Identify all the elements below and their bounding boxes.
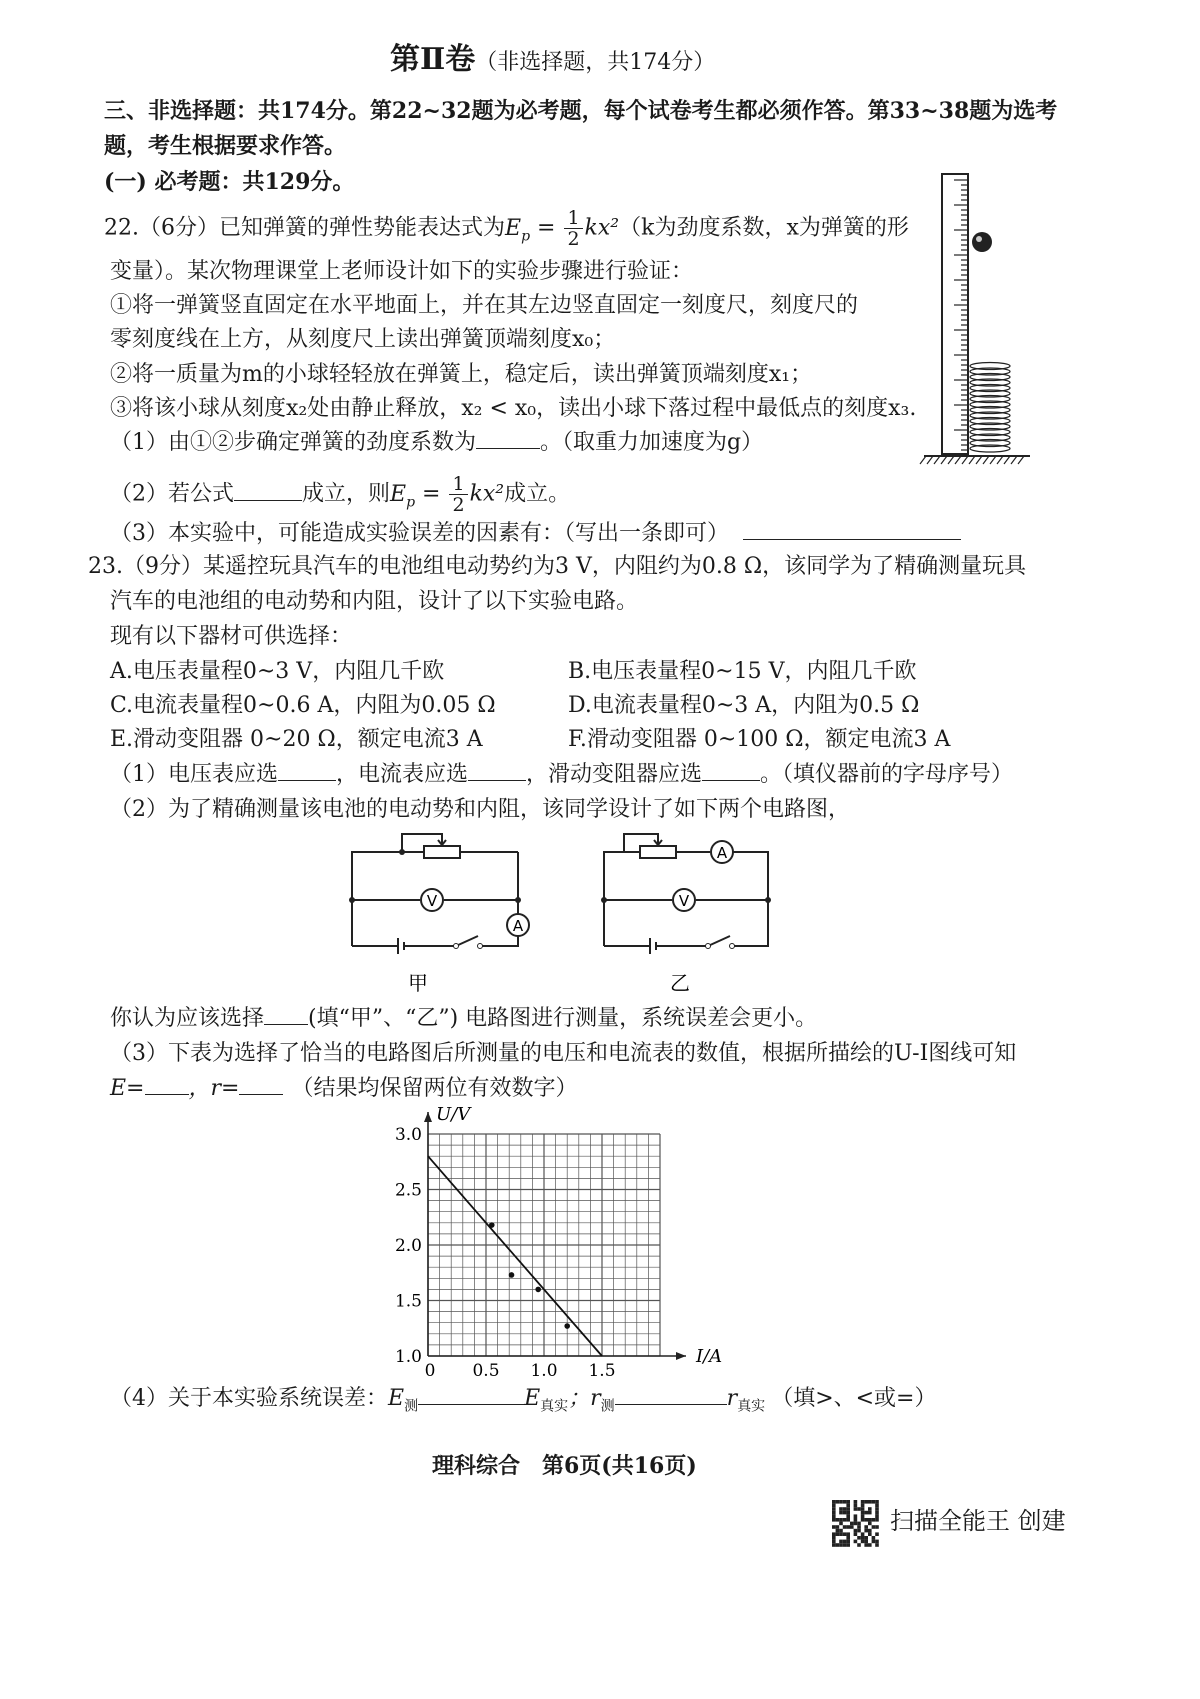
q22-sub3: [110, 519, 961, 549]
x-tick-label: 1.0: [530, 1361, 558, 1381]
part-heading: (一) 必考题：共129分。: [104, 169, 355, 195]
page-footer: 理科综合 第6页(共16页): [432, 1453, 697, 1479]
spring-ruler-figure: [918, 170, 1038, 470]
q22-sub1-blank[interactable]: [476, 428, 540, 449]
rheostat-icon: [640, 846, 676, 858]
ui-chart: [380, 1100, 740, 1390]
q23-r-blank[interactable]: [239, 1074, 283, 1095]
instructions-line-1: 三、非选择题：共174分。第22~32题为必考题，每个试卷考生都必须作答。第33~38题为选考: [104, 98, 1058, 124]
q23-sub3: （3）下表为选择了恰当的电路图后所测量的电压和电流表的数值，根据所描绘的U-I图线可知: [110, 1041, 1017, 1066]
q22-step1-a: ①将一弹簧竖直固定在水平地面上，并在其左边竖直固定一刻度尺，刻度尺的: [110, 293, 859, 318]
circuit-jia: [340, 828, 540, 1003]
q22-step1-b: 零刻度线在上方，从刻度尺上读出弹簧顶端刻度x₀；: [110, 327, 616, 352]
y-tick-label: 3.0: [394, 1125, 422, 1145]
meter-a-label: A: [512, 917, 524, 935]
q23-sub2: （2）为了精确测量该电池的电动势和内阻，该同学设计了如下两个电路图，: [110, 797, 850, 822]
equip-e: E.滑动变阻器 0~20 Ω，额定电流3 A: [110, 727, 483, 752]
formula-ep-2: $E_p$: [390, 481, 416, 510]
y-tick-label: 2.5: [394, 1180, 422, 1201]
q22-step2: ②将一质量为m的小球轻轻放在弹簧上，稳定后，读出弹簧顶端刻度x₁；: [110, 362, 813, 387]
circuit-jia-label: 甲: [408, 971, 428, 995]
data-point: [509, 1272, 515, 1278]
q23-emf-blank[interactable]: [145, 1074, 189, 1095]
q23-sub3-answers: E= ，r= （结果均保留两位有效数字）: [110, 1076, 578, 1101]
q22-sub2-end: 成立。: [504, 481, 571, 507]
y-tick-label: 2.0: [394, 1236, 422, 1256]
equip-c: C.电流表量程0~0.6 A，内阻为0.05 Ω: [110, 693, 496, 718]
ground-hatch: [920, 456, 1024, 464]
equip-b: B.电压表量程0~15 V，内阻几千欧: [568, 659, 917, 684]
chart-grid: [428, 1134, 660, 1356]
x-tick-label: 1.5: [588, 1361, 616, 1381]
meter-v-label: V: [678, 892, 690, 910]
rheostat-icon: [424, 846, 460, 858]
q23-intro-b: 汽车的电池组的电动势和内阻，设计了以下实验电路。: [110, 589, 639, 614]
q23-choose-blank[interactable]: [264, 1004, 308, 1025]
q22-intro-b: （k为劲度系数，x为弹簧的形: [619, 215, 909, 241]
q22-sub3-text: （3）本实验中，可能造成实验误差的因素有：（写出一条即可）: [110, 521, 729, 546]
section-subtitle: （非选择题，共174分）: [475, 50, 716, 75]
watermark-text: 扫描全能王 创建: [890, 1507, 1066, 1535]
formula-fraction: $\frac{1}{2}$: [564, 208, 582, 249]
q22-sub2-mid: 成立，则: [302, 481, 391, 507]
switch-icon: [708, 936, 730, 946]
section-title: [390, 40, 715, 83]
q23-ammeter-blank[interactable]: [468, 760, 526, 781]
instructions-line-2: 题，考生根据要求作答。: [104, 133, 347, 159]
q22-sub3-blank[interactable]: [743, 519, 961, 540]
x-axis-arrow-icon: [676, 1352, 686, 1360]
data-point: [489, 1222, 495, 1228]
q23-choose: 你认为应该选择 (填“甲”、“乙”) 电路图进行测量，系统误差会更小。: [110, 1006, 818, 1031]
y-axis-arrow-icon: [424, 1112, 432, 1122]
formula-fraction-2: $\frac{1}{2}$: [449, 474, 467, 515]
circuit-yi: [592, 828, 792, 1003]
formula-eq: =: [530, 215, 563, 241]
x-axis-label: I/A: [696, 1346, 723, 1367]
equip-d: D.电流表量程0~3 A，内阻为0.5 Ω: [568, 693, 920, 718]
q22-sub1-text: （1）由①②步确定弹簧的劲度系数为: [110, 430, 476, 455]
y-tick-label: 1.0: [394, 1347, 422, 1367]
q22-intro: [104, 208, 909, 251]
formula-ep: $E_p$: [505, 215, 531, 244]
q23-rheostat-blank[interactable]: [702, 760, 760, 781]
ruler: [942, 174, 968, 454]
data-point: [564, 1323, 570, 1329]
y-axis-label: U/V: [436, 1104, 471, 1125]
q22-sub2-blank[interactable]: [234, 480, 302, 501]
switch-icon: [456, 936, 478, 946]
q23-r-compare-blank[interactable]: [615, 1384, 727, 1405]
q23-e-compare-blank[interactable]: [418, 1384, 524, 1405]
x-tick-label: 0.5: [472, 1361, 500, 1381]
qr-code-icon: [830, 1498, 880, 1548]
q23-intro-a: 23.（9分）某遥控玩具汽车的电池组电动势约为3 V，内阻约为0.8 Ω，该同学为了精确测量玩具: [88, 554, 1027, 579]
q23-sub4: （4）关于本实验系统误差：$E_测$ $E_{真实}$；$r_测$ $r_{真实}$ （填>、<或=）: [110, 1386, 937, 1415]
q22-intro-a: 22.（6分）已知弹簧的弹性势能表达式为: [104, 215, 505, 241]
x-tick-label: 0: [424, 1361, 436, 1381]
equip-a: A.电压表量程0~3 V，内阻几千欧: [110, 659, 445, 684]
q22-sub2-text: （2）若公式: [110, 481, 234, 507]
q22-sub2: （2）若公式 成立，则$E_p$ = $\frac{1}{2}$ kx²成立。: [110, 473, 571, 516]
formula-rhs-2: kx²: [469, 481, 505, 507]
formula-rhs: kx²: [584, 215, 620, 241]
data-point: [535, 1287, 541, 1293]
equip-f: F.滑动变阻器 0~100 Ω，额定电流3 A: [568, 727, 951, 752]
meter-v-label: V: [426, 892, 438, 910]
y-tick-label: 1.5: [394, 1291, 422, 1312]
q22-intro-c: 变量）。某次物理课堂上老师设计如下的实验步骤进行验证：: [110, 259, 694, 284]
section-title-main: 第Ⅱ卷: [390, 42, 476, 77]
meter-a-label: A: [716, 844, 728, 862]
q22-sub1-end: 。（取重力加速度为g）: [540, 430, 764, 455]
q22-sub1: [110, 428, 763, 458]
spring-icon: [970, 363, 1010, 453]
circuit-yi-label: 乙: [670, 971, 690, 995]
q23-sub1: （1）电压表应选 ，电流表应选 ，滑动变阻器应选 。（填仪器前的字母序号）: [110, 762, 1014, 787]
q22-step3: ③将该小球从刻度x₂处由静止释放，x₂ < x₀，读出小球下落过程中最低点的刻度x₃.: [110, 396, 917, 421]
q23-equip-title: 现有以下器材可供选择：: [110, 624, 353, 649]
ball-icon: [972, 232, 992, 252]
q23-voltmeter-blank[interactable]: [278, 760, 336, 781]
